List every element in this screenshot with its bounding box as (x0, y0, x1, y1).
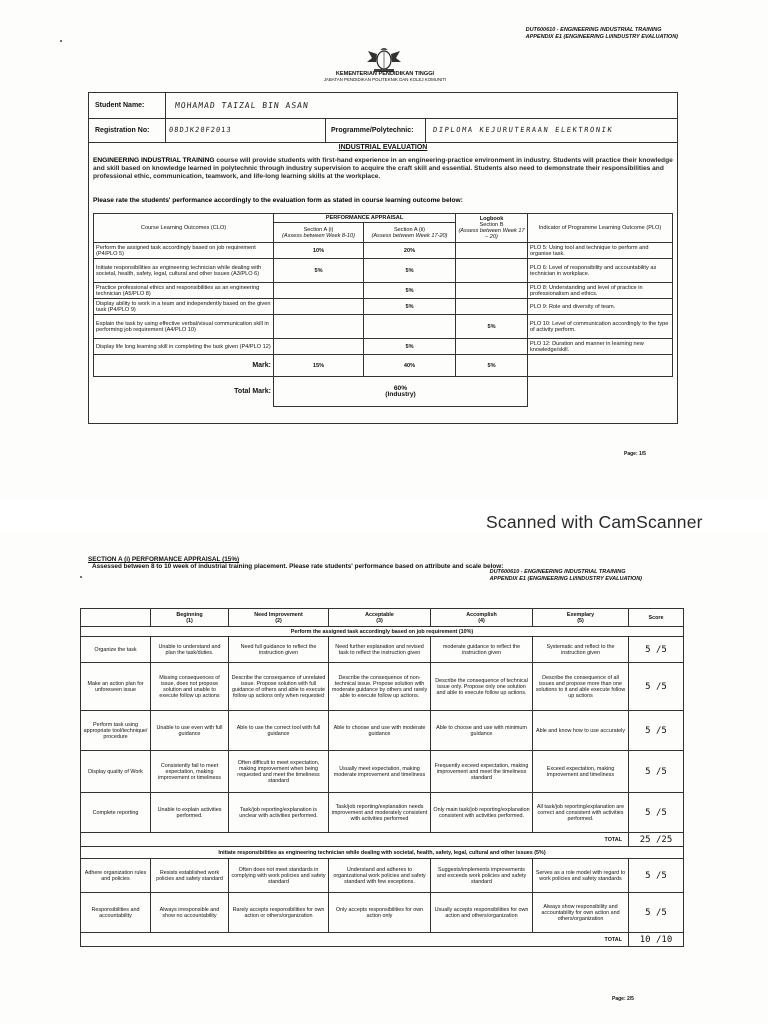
section-a2-label: Section A (ii) (393, 226, 426, 233)
rubric-table (80, 608, 684, 947)
level-3-descriptor: Understand and adheres to organizational work policies and safety standard with few exceptions. (329, 859, 431, 893)
score-header: Score (629, 609, 684, 627)
clo-text: Explain the task by using effective verbal/visual communication skill in performing job requirement (A4/PLO 10) (94, 315, 274, 339)
page-header (526, 27, 678, 41)
score-cell[interactable]: 5 /5 (629, 793, 684, 833)
level-1-header (151, 609, 229, 627)
level-5-descriptor: Able and know how to use accurately (533, 711, 629, 751)
section-b-weight (456, 339, 528, 355)
level-4-descriptor: Suggests/implements improvements and exceeds work policies and safety standard (431, 859, 533, 893)
logbook-header (456, 214, 528, 243)
score-cell[interactable]: 5 /5 (629, 893, 684, 933)
section-b-weight (456, 283, 528, 299)
rubric-row (81, 637, 684, 663)
registration-label: Registration No: (95, 127, 150, 134)
section-a2-weight: 20% (364, 243, 456, 259)
scan-speck (60, 40, 62, 42)
form-page-1 (0, 0, 768, 500)
level-3-header (329, 609, 431, 627)
total-label: TOTAL (81, 833, 629, 847)
level-4-descriptor: Describe the consequence of technical issue only. Propose only one solution and able to execute follow up actions. (431, 663, 533, 711)
level-5-header (533, 609, 629, 627)
level-5-descriptor: Exceed expectation, making improvement and timeliness (533, 751, 629, 793)
plo-text: PLO 6: Level of responsibility and accountability as technician in workplace. (528, 259, 673, 283)
group-2-title: Initiate responsibilities as engineering technician while dealing with societal, health, safety, legal, cultural and other issues (5%) (81, 847, 684, 859)
attribute-label: Responsibilities and accountability (81, 893, 151, 933)
clo-row-5 (94, 315, 673, 339)
level-5-descriptor: Serves as a role model with regard to work policies and safety standards (533, 859, 629, 893)
attribute-label: Make an action plan for unforeseen issue (81, 663, 151, 711)
level-num: (4) (478, 617, 485, 624)
section-a1-weight: 5% (274, 259, 364, 283)
section-a-title: SECTION A (i) PERFORMANCE APPRAISAL (15%) (88, 556, 240, 563)
total-row (94, 377, 673, 407)
evaluation-title-row (89, 143, 677, 155)
section-a1-weight (274, 283, 364, 299)
level-4-descriptor: Usually accepts responsibilities for own action and others/organization (431, 893, 533, 933)
course-code: DUT600610 - ENGINEERING INDUSTRIAL TRAINING (489, 569, 626, 575)
level-4-descriptor: Only main task/job reporting/explanation consistent with activities performed. (431, 793, 533, 833)
section-a1-weight (274, 315, 364, 339)
level-2-descriptor: Able to use the correct tool with full guidance (229, 711, 329, 751)
section-a2-note: (Assess between Week 17-20) (371, 232, 448, 239)
level-3-descriptor: Describe the consequence of non-technical issue. Propose solution with moderate guidance by others and rarely able to execute follow up actions. (329, 663, 431, 711)
section-a2-weight: 5% (364, 283, 456, 299)
scan-speck (80, 576, 82, 578)
course-description-text: course will provide students with first-hand experience in an engineering-practice environment in industry. Students will practice their knowledge and skill based on knowledge learned in polytechnic through industry supervision to acquire the craft skill and essential. Students also need to demonstrate their responsibilities and professional ethic, communication, teamwork, and life-long learning skills at the workplace. (93, 157, 673, 180)
clo-row-4 (94, 299, 673, 315)
clo-text: Practice professional ethics and responsibilities as an engineering technician (A5/PLO 8) (94, 283, 274, 299)
section-a1-header (274, 223, 364, 243)
mark-a2: 40% (364, 355, 456, 377)
clo-text: Display ability to work in a team and independently based on the given task (P4/PLO 9) (94, 299, 274, 315)
total-score[interactable]: 25 /25 (629, 833, 684, 847)
total-mark-note: (Industry) (385, 390, 416, 398)
clo-table (93, 213, 673, 407)
group-1-title-row (81, 627, 684, 637)
department-name: JABATAN PENDIDIKAN POLITEKNIK DAN KOLEJ KOMUNITI (323, 77, 447, 82)
level-5-descriptor: Describe the consequence of all issues and propose more than one solutions to it and able execute follow up actions (533, 663, 629, 711)
level-4-descriptor: Able to choose and use with minimum guidance (431, 711, 533, 751)
mark-empty-cell (528, 355, 673, 377)
appraisal-header: PERFORMANCE APPRAISAL (274, 214, 456, 223)
section-a1-weight (274, 339, 364, 355)
level-3-descriptor: Only accepts responsibilities for own action only (329, 893, 431, 933)
student-name-value[interactable]: MOHAMAD TAIZAL BIN ASAN (174, 101, 310, 110)
level-num: (3) (376, 617, 383, 624)
section-a2-weight: 5% (364, 259, 456, 283)
score-cell[interactable]: 5 /5 (629, 751, 684, 793)
form-page-2 (0, 532, 768, 1024)
level-num: (1) (186, 617, 193, 624)
plo-text: PLO 10: Level of communication accordingly to the type of activity perform. (528, 315, 673, 339)
section-a2-weight: 5% (364, 339, 456, 355)
group-1-title: Perform the assigned task accordingly based on job requirement (10%) (81, 627, 684, 637)
logbook-label: Logbook (479, 215, 504, 222)
section-a1-weight: 10% (274, 243, 364, 259)
rubric-row (81, 859, 684, 893)
plo-text: PLO 5: Using tool and technique to perform and organise task. (528, 243, 673, 259)
evaluation-form (88, 92, 678, 424)
group-2-total-row (81, 933, 684, 947)
section-a1-weight (274, 299, 364, 315)
level-num: (2) (275, 617, 282, 624)
level-2-descriptor: Rarely accepts responsibilities for own action or others/organization (229, 893, 329, 933)
level-4-header (431, 609, 533, 627)
section-b-weight: 5% (456, 315, 528, 339)
group-2-title-row (81, 847, 684, 859)
total-label: TOTAL (81, 933, 629, 947)
appendix-label: APPENDIX E1 (ENGINEERING LI/INDUSTRY EVALUATION) (525, 34, 678, 40)
mark-label: Mark: (94, 355, 274, 377)
rubric-row (81, 663, 684, 711)
mark-a1: 15% (274, 355, 364, 377)
evaluation-title: INDUSTRIAL EVALUATION (338, 144, 428, 151)
plo-text: PLO 9: Role and diversity of team. (528, 299, 673, 315)
level-2-descriptor: Describe the consequence of unrelated issue. Propose solution with full guidance of others and able to execute follow up actions only when requested (229, 663, 329, 711)
total-mark-cell (274, 377, 528, 407)
clo-row-2 (94, 259, 673, 283)
clo-header: Course Learning Outcomes (CLO) (94, 214, 274, 243)
level-name: Accomplish (466, 611, 497, 618)
score-cell[interactable]: 5 /5 (629, 663, 684, 711)
level-3-descriptor: Usually meet expectation, making moderate improvement and timeliness (329, 751, 431, 793)
camscanner-watermark: Scanned with CamScanner (486, 512, 703, 532)
rubric-row (81, 711, 684, 751)
page-number: Page: 1/5 (624, 451, 646, 457)
section-a2-header (364, 223, 456, 243)
level-2-descriptor: Often does not meet standards in complying with work policies and safety standard (229, 859, 329, 893)
level-5-descriptor: Systematic and reflect to the instruction given (533, 637, 629, 663)
score-cell[interactable]: 5 /5 (629, 637, 684, 663)
student-name-row (89, 93, 677, 119)
course-description-lead: ENGINEERING INDUSTRIAL TRAINING (93, 157, 215, 164)
level-2-descriptor: Often difficult to meet expectation, making improvement when being requested and meet the timeliness standard (229, 751, 329, 793)
registration-value[interactable]: 08DJK20F2013 (168, 126, 232, 134)
plo-header: Indicator of Programme Learning Outcome (PLO) (528, 214, 673, 243)
total-mark-value: 60% (393, 384, 408, 392)
level-1-descriptor: Resists established work policies and safety standard (151, 859, 229, 893)
level-3-descriptor: Need further explanation and revised task to reflect the instruction given (329, 637, 431, 663)
level-1-descriptor: Unable to use even with full guidance (151, 711, 229, 751)
clo-text: Initiate responsibilities as engineering technician while dealing with societal, health, safety, legal, cultural and other issues (A3/PLO 6) (94, 259, 274, 283)
rating-instruction: Please rate the students' performance accordingly to the evaluation form as stated in course learning outcome below: (93, 197, 463, 204)
level-name: Need Improvement (254, 611, 303, 618)
programme-label: Programme/Polytechnic: (331, 127, 414, 134)
level-1-descriptor: Unable to understand and plan the task/duties. (151, 637, 229, 663)
clo-header-row-1 (94, 214, 673, 223)
level-1-descriptor: Unable to explain activities performed. (151, 793, 229, 833)
level-2-descriptor: Task/job reporting/explanation is unclear with activities performed. (229, 793, 329, 833)
attribute-label: Display quality of Work (81, 751, 151, 793)
section-b-note: (Assess between Week 17 – 20) (458, 228, 525, 241)
mark-row (94, 355, 673, 377)
level-num: (5) (577, 617, 584, 624)
attribute-label: Organize the task (81, 637, 151, 663)
plo-text: PLO 12: Duration and manner in learning new knowledge/skill. (528, 339, 673, 355)
level-name: Beginning (176, 611, 203, 618)
level-1-descriptor: Always irresponsible and show no accountability (151, 893, 229, 933)
level-2-descriptor: Need full guidance to reflect the instruction given (229, 637, 329, 663)
clo-text: Perform the assigned task accordingly based on job requirement (P4/PLO 5) (94, 243, 274, 259)
level-name: Exemplary (566, 611, 595, 618)
clo-row-6 (94, 339, 673, 355)
total-empty-cell (528, 377, 673, 407)
course-description (93, 157, 675, 181)
section-a2-weight: 5% (364, 299, 456, 315)
level-1-descriptor: Consistently fail to meet expectation, making improvement or timeliness (151, 751, 229, 793)
clo-text: Display life long learning skill in completing the task given (P4/PLO 12) (94, 339, 274, 355)
attribute-label: Complete reporting (81, 793, 151, 833)
page2-header (490, 569, 642, 583)
level-1-descriptor: Missing consequences of issue, does not propose solution and unable to execute follow up actions (151, 663, 229, 711)
score-cell[interactable]: 5 /5 (629, 859, 684, 893)
rubric-row (81, 893, 684, 933)
clo-row-1 (94, 243, 673, 259)
ministry-heading (290, 71, 480, 83)
section-a2-weight (364, 315, 456, 339)
ministry-name: KEMENTERIAN PENDIDIKAN TINGGI (335, 71, 435, 77)
section-a1-note: (Assess between Week 8-10) (282, 232, 355, 239)
page-number: Page: 2/5 (612, 996, 634, 1002)
level-3-descriptor: Able to choose and use with moderate guidance (329, 711, 431, 751)
rubric-row (81, 793, 684, 833)
rubric-header-row (81, 609, 684, 627)
attribute-label: Perform task using appropriate tool/technique/ procedure (81, 711, 151, 751)
total-mark-label: Total Mark: (94, 377, 274, 407)
programme-value[interactable]: DIPLOMA KEJURUTERAAN ELEKTRONIK (432, 126, 614, 134)
plo-text: PLO 8: Understanding and level of practice in professionalism and ethics. (528, 283, 673, 299)
mark-b: 5% (456, 355, 528, 377)
appendix-label: APPENDIX E1 (ENGINEERING LI/INDUSTRY EVALUATION) (489, 576, 642, 582)
section-a-instruction: Assessed between 8 to 10 week of industrial training placement. Please rate students' performance based on attribute and scale below: (92, 563, 504, 571)
course-code: DUT600610 - ENGINEERING INDUSTRIAL TRAINING (525, 27, 662, 33)
student-name-label: Student Name: (95, 102, 145, 109)
level-4-descriptor: Frequently exceed expectation, making improvement and meet the timeliness standard (431, 751, 533, 793)
score-cell[interactable]: 5 /5 (629, 711, 684, 751)
section-b-label: Section B (479, 221, 504, 228)
group-1-total-row (81, 833, 684, 847)
level-name: Acceptable (365, 611, 394, 618)
rubric-row (81, 751, 684, 793)
level-5-descriptor: Always show responsibility and accountability for own action and others/organization (533, 893, 629, 933)
section-a1-label: Section A (i) (303, 226, 334, 233)
level-5-descriptor: All task/job reporting/explanation are correct and consistent with activities performed. (533, 793, 629, 833)
section-b-weight (456, 259, 528, 283)
total-score[interactable]: 10 /10 (629, 933, 684, 947)
level-2-header (229, 609, 329, 627)
clo-row-3 (94, 283, 673, 299)
section-b-weight (456, 243, 528, 259)
attribute-label: Adhere organization rules and policies (81, 859, 151, 893)
level-3-descriptor: Task/job reporting/explanation needs improvement and moderately consistent with activities performed (329, 793, 431, 833)
level-4-descriptor: moderate guidance to reflect the instruction given (431, 637, 533, 663)
registration-row (89, 119, 677, 143)
attribute-header (81, 609, 151, 627)
section-b-weight (456, 299, 528, 315)
